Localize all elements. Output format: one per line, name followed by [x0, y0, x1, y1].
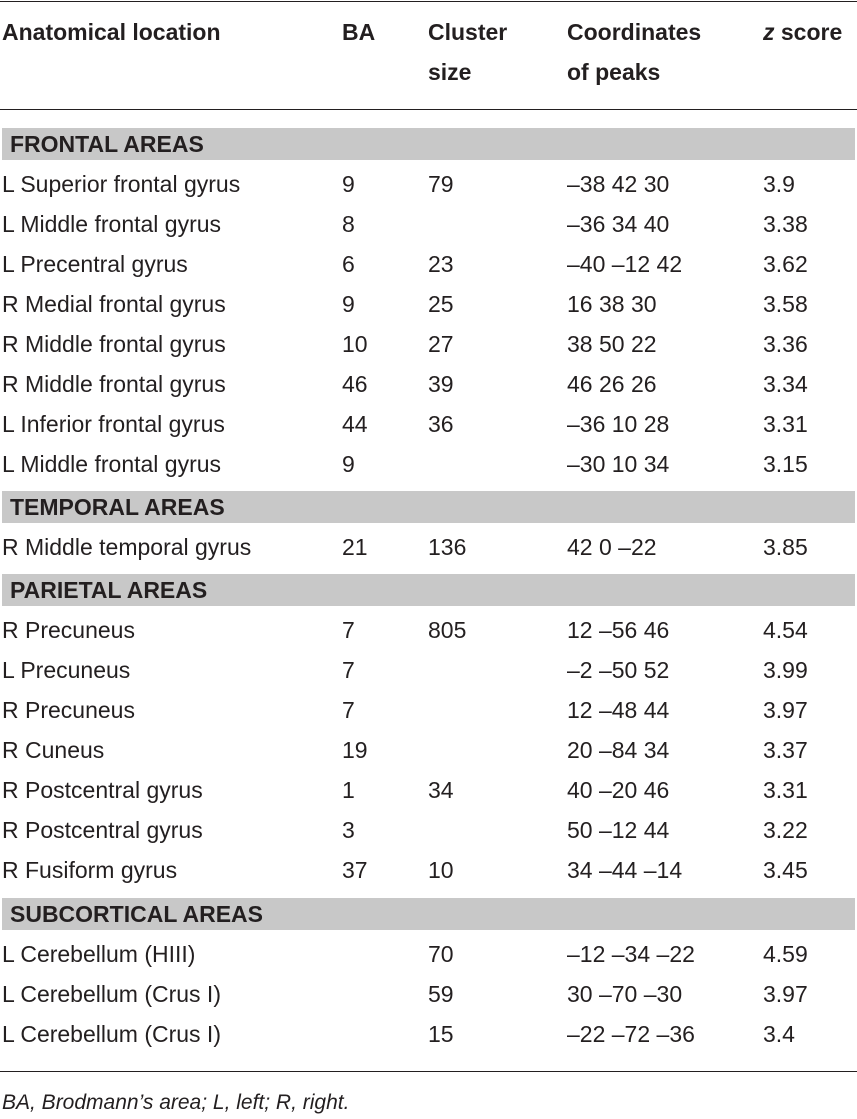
cell-z-score: 3.15	[763, 451, 808, 477]
table-footnote: BA, Brodmann’s area; L, left; R, right.	[2, 1091, 350, 1114]
cell-coordinates: –2 –50 52	[567, 657, 670, 683]
cell-coordinates: –36 10 28	[567, 411, 670, 437]
cell-z-score: 3.36	[763, 331, 808, 357]
table-row	[0, 404, 857, 444]
cell-location: R Middle frontal gyrus	[2, 371, 226, 397]
table-row	[0, 324, 857, 364]
table-row	[0, 244, 857, 284]
cell-cluster-size: 23	[428, 251, 454, 277]
table-row	[0, 444, 857, 484]
cell-location: R Cuneus	[2, 737, 105, 763]
cell-ba: 7	[342, 657, 355, 683]
cell-cluster-size: 27	[428, 331, 454, 357]
cell-ba: 7	[342, 617, 355, 643]
cell-coordinates: 38 50 22	[567, 331, 657, 357]
cell-coordinates: 30 –70 –30	[567, 981, 683, 1007]
cell-z-score: 3.45	[763, 857, 808, 883]
cell-location: L Cerebellum (Crus I)	[2, 981, 221, 1007]
table-row	[0, 164, 857, 204]
cell-cluster-size: 25	[428, 291, 454, 317]
cell-coordinates: 12 –48 44	[567, 697, 670, 723]
table-bottom-rule	[0, 1071, 857, 1072]
cell-location: L Cerebellum (HIII)	[2, 941, 196, 967]
table-row	[0, 610, 857, 650]
cell-cluster-size: 805	[428, 617, 467, 643]
cell-coordinates: –22 –72 –36	[567, 1021, 695, 1047]
cell-ba: 44	[342, 411, 368, 437]
cell-location: R Middle frontal gyrus	[2, 331, 226, 357]
cell-cluster-size: 15	[428, 1021, 454, 1047]
cell-cluster-size: 136	[428, 534, 467, 560]
cell-ba: 6	[342, 251, 355, 277]
cell-ba: 19	[342, 737, 368, 763]
cell-coordinates: –30 10 34	[567, 451, 670, 477]
cell-ba: 10	[342, 331, 368, 357]
cell-location: R Postcentral gyrus	[2, 817, 203, 843]
cell-ba: 9	[342, 451, 355, 477]
cell-z-score: 3.58	[763, 291, 808, 317]
cell-location: R Precuneus	[2, 617, 135, 643]
cell-location: R Medial frontal gyrus	[2, 291, 226, 317]
cell-ba: 8	[342, 211, 355, 237]
table-row	[0, 650, 857, 690]
cell-location: L Inferior frontal gyrus	[2, 411, 225, 437]
cell-coordinates: 40 –20 46	[567, 777, 670, 803]
cell-location: L Cerebellum (Crus I)	[2, 1021, 221, 1047]
cell-ba: 9	[342, 171, 355, 197]
cell-coordinates: –12 –34 –22	[567, 941, 695, 967]
cell-z-score: 3.22	[763, 817, 808, 843]
cell-z-score: 3.4	[763, 1021, 795, 1047]
cell-z-score: 3.99	[763, 657, 808, 683]
cell-z-score: 3.34	[763, 371, 808, 397]
cell-z-score: 3.38	[763, 211, 808, 237]
cell-location: R Precuneus	[2, 697, 135, 723]
cell-ba: 21	[342, 534, 368, 560]
cell-location: R Middle temporal gyrus	[2, 534, 252, 560]
cell-cluster-size: 34	[428, 777, 454, 803]
cell-cluster-size: 59	[428, 981, 454, 1007]
cell-ba: 3	[342, 817, 355, 843]
cell-location: R Postcentral gyrus	[2, 777, 203, 803]
cell-location: L Middle frontal gyrus	[2, 451, 222, 477]
cell-ba: 37	[342, 857, 368, 883]
table-row	[0, 364, 857, 404]
cell-ba: 9	[342, 291, 355, 317]
table-row	[0, 204, 857, 244]
table-row	[0, 527, 857, 567]
header-ba: BA	[342, 19, 376, 45]
cell-cluster-size: 39	[428, 371, 454, 397]
cell-coordinates: 16 38 30	[567, 291, 657, 317]
table-row	[0, 974, 857, 1014]
cell-z-score: 3.9	[763, 171, 795, 197]
cell-coordinates: 42 0 –22	[567, 534, 657, 560]
cell-coordinates: –40 –12 42	[567, 251, 683, 277]
header-anatomical-location: Anatomical location	[2, 19, 221, 45]
cell-location: L Superior frontal gyrus	[2, 171, 241, 197]
cell-location: L Precentral gyrus	[2, 251, 188, 277]
table-row	[0, 1014, 857, 1054]
cell-coordinates: 34 –44 –14	[567, 857, 683, 883]
table-row	[0, 770, 857, 810]
cell-ba: 1	[342, 777, 355, 803]
cell-z-score: 3.97	[763, 697, 808, 723]
table-header	[0, 0, 857, 110]
cell-coordinates: 12 –56 46	[567, 617, 670, 643]
cell-coordinates: 50 –12 44	[567, 817, 670, 843]
cell-cluster-size: 79	[428, 171, 454, 197]
table-row	[0, 730, 857, 770]
table-row	[0, 690, 857, 730]
table-row	[0, 850, 857, 890]
table-row	[0, 810, 857, 850]
cell-z-score: 3.62	[763, 251, 808, 277]
header-rule	[0, 109, 857, 110]
cell-cluster-size: 10	[428, 857, 454, 883]
cell-z-score: 3.31	[763, 777, 808, 803]
section-header-label: PARIETAL AREAS	[10, 577, 208, 603]
header-cluster-size: Cluster size	[428, 19, 508, 85]
header-coordinates: Coordinates of peaks	[567, 19, 702, 85]
section-header-label: FRONTAL AREAS	[10, 131, 204, 157]
cell-ba: 46	[342, 371, 368, 397]
cell-cluster-size: 36	[428, 411, 454, 437]
cell-location: L Precuneus	[2, 657, 131, 683]
cell-coordinates: 20 –84 34	[567, 737, 670, 763]
cell-coordinates: –36 34 40	[567, 211, 670, 237]
header-z-score: z score	[763, 19, 843, 45]
table-row	[0, 284, 857, 324]
cell-z-score: 3.31	[763, 411, 808, 437]
table-row	[0, 934, 857, 974]
cell-z-score: 3.97	[763, 981, 808, 1007]
cell-z-score: 3.85	[763, 534, 808, 560]
cell-z-score: 4.59	[763, 941, 808, 967]
cell-cluster-size: 70	[428, 941, 454, 967]
cell-ba: 7	[342, 697, 355, 723]
cell-coordinates: 46 26 26	[567, 371, 657, 397]
cell-coordinates: –38 42 30	[567, 171, 670, 197]
cell-z-score: 4.54	[763, 617, 808, 643]
cell-z-score: 3.37	[763, 737, 808, 763]
cell-location: L Middle frontal gyrus	[2, 211, 222, 237]
section-header-label: SUBCORTICAL AREAS	[10, 901, 264, 927]
section-header-label: TEMPORAL AREAS	[10, 494, 225, 520]
cell-location: R Fusiform gyrus	[2, 857, 178, 883]
